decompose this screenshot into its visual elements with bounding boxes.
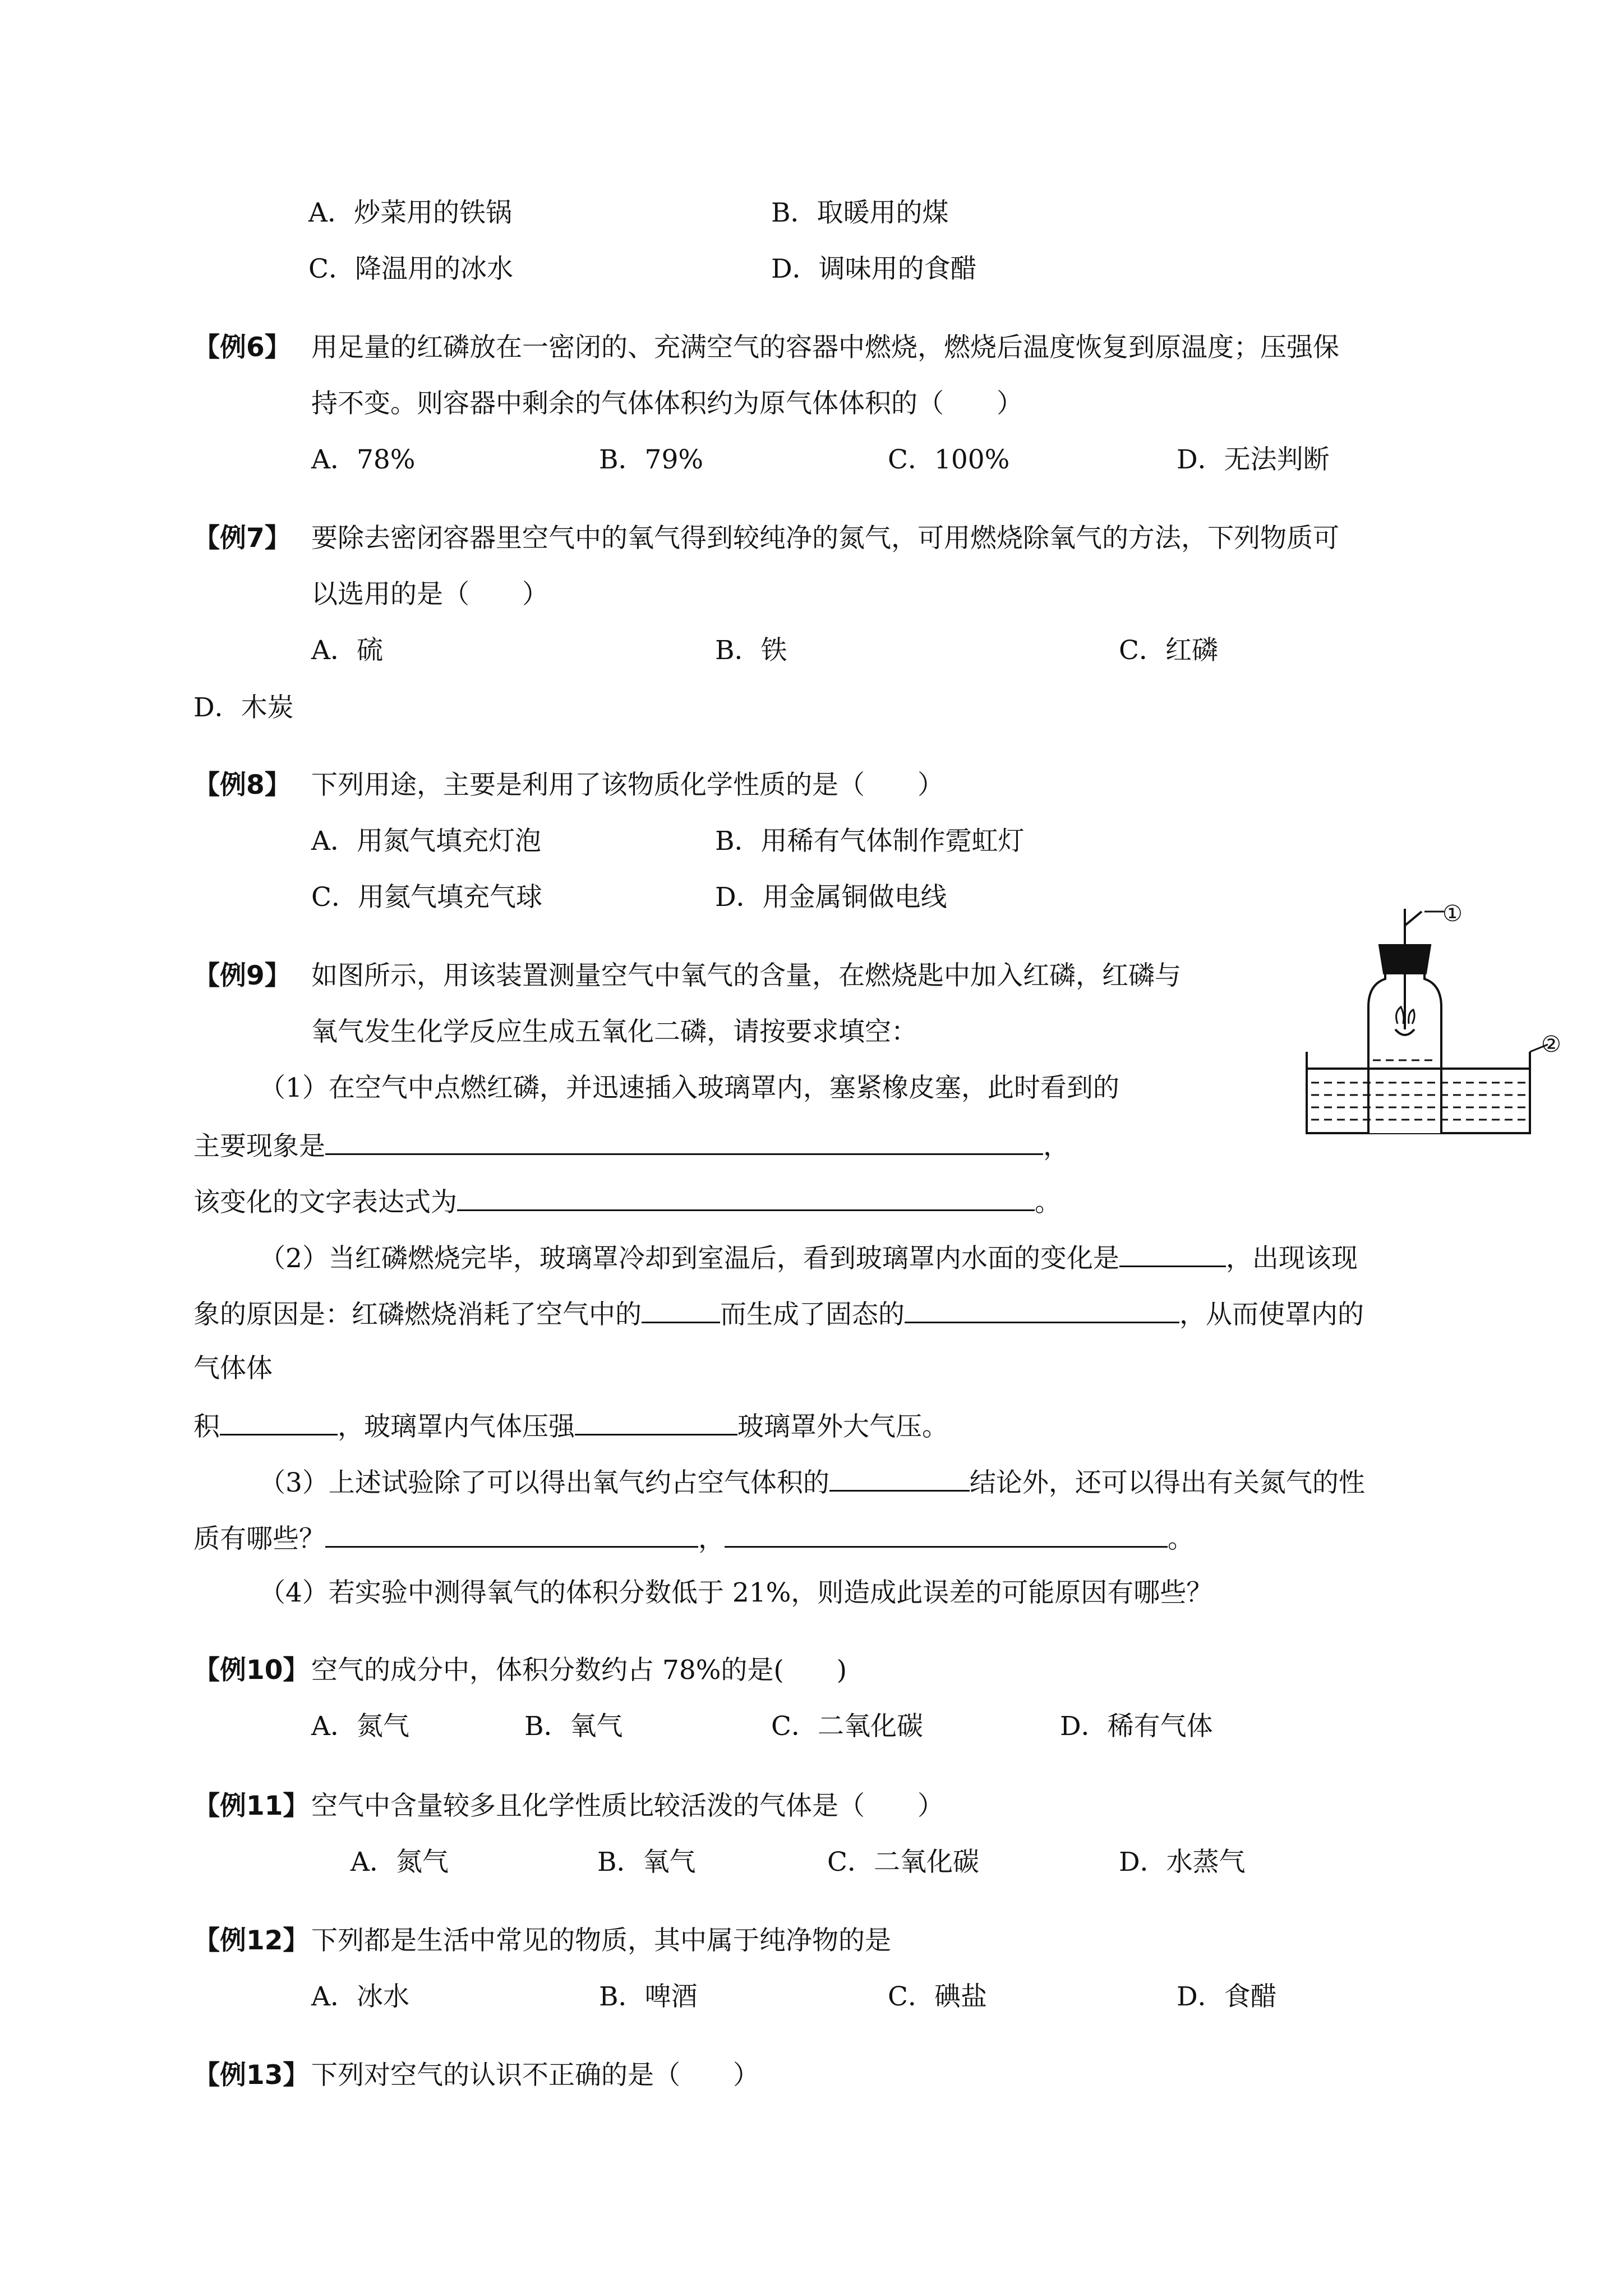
example-8-label: 【例8】 xyxy=(193,770,291,800)
answer-blank-phenomenon[interactable] xyxy=(325,1128,1043,1155)
option-d: D．调味用的食醋 xyxy=(771,254,977,284)
example-7-question-line1: 要除去密闭容器里空气中的氧气得到较纯净的氮气，可用燃烧除氧气的方法，下列物质可 xyxy=(311,523,1339,554)
example-12-option-c: C．碘盐 xyxy=(888,1981,987,2012)
example-7-label: 【例7】 xyxy=(193,523,291,554)
example-9-q2-line2: 象的原因是：红磷燃烧消耗了空气中的 而生成了固态的 ，从而使罩内的 xyxy=(193,1296,1364,1332)
example-9-q1-line2: 主要现象是 ， xyxy=(193,1128,1069,1163)
example-9-question-line1: 如图所示，用该装置测量空气中氧气的含量，在燃烧匙中加入红磷，红磷与 xyxy=(311,960,1181,991)
figure-label-1: ① xyxy=(1442,901,1463,927)
answer-blank-consumed-gas[interactable] xyxy=(642,1296,720,1323)
example-11-option-c: C．二氧化碳 xyxy=(827,1847,979,1878)
example-12-option-d: D．食醋 xyxy=(1177,1981,1277,2012)
example-8-option-b: B．用稀有气体制作霓虹灯 xyxy=(715,826,1025,857)
example-8-option-c: C．用氦气填充气球 xyxy=(311,882,542,913)
example-11-question: 空气中含量较多且化学性质比较活泼的气体是（ ） xyxy=(311,1791,944,1821)
example-8-option-a: A．用氮气填充灯泡 xyxy=(311,826,541,857)
example-9-q2-line1: （2）当红磷燃烧完毕，玻璃罩冷却到室温后，看到玻璃罩内水面的变化是 ，出现该现 xyxy=(259,1240,1358,1276)
example-6-option-d: D．无法判断 xyxy=(1177,444,1330,475)
example-11-option-b: B．氧气 xyxy=(597,1847,696,1878)
example-10-question: 空气的成分中，体积分数约占 78%的是( ) xyxy=(311,1655,847,1686)
example-7-option-a: A．硫 xyxy=(311,635,383,666)
example-9-q1-line1: （1）在空气中点燃红磷，并迅速插入玻璃罩内，塞紧橡皮塞，此时看到的 xyxy=(259,1073,1119,1103)
example-12-option-b: B．啤酒 xyxy=(599,1981,698,2012)
example-12-question: 下列都是生活中常见的物质，其中属于纯净物的是 xyxy=(311,1925,891,1956)
example-6-label: 【例6】 xyxy=(193,332,291,363)
example-10-option-b: B．氧气 xyxy=(524,1711,623,1742)
example-9-q4: （4）若实验中测得氧气的体积分数低于 21%，则造成此误差的可能原因有哪些？ xyxy=(259,1577,1213,1608)
answer-blank-solid-product[interactable] xyxy=(905,1296,1179,1323)
example-10-option-d: D．稀有气体 xyxy=(1060,1711,1213,1742)
example-10-label: 【例10】 xyxy=(193,1655,310,1686)
example-6-question-line2: 持不变。则容器中剩余的气体体积约为原气体体积的（ ） xyxy=(311,388,1023,419)
example-6-question-line1: 用足量的红磷放在一密闭的、充满空气的容器中燃烧，燃烧后温度恢复到原温度；压强保 xyxy=(311,332,1339,363)
example-11-option-a: A．氮气 xyxy=(351,1847,449,1878)
example-7-option-c: C．红磷 xyxy=(1119,635,1218,666)
example-13-question: 下列对空气的认识不正确的是（ ） xyxy=(311,2060,759,2091)
example-9-q2-line3: 气体体 xyxy=(193,1353,273,1384)
option-a: A．炒菜用的铁锅 xyxy=(308,197,512,228)
example-9-q1-line3: 该变化的文字表达式为 。 xyxy=(193,1184,1061,1220)
option-b: B．取暖用的煤 xyxy=(771,197,949,228)
example-7-option-b: B．铁 xyxy=(715,635,787,666)
example-6-option-a: A．78% xyxy=(311,444,416,475)
answer-blank-nitrogen-property-2[interactable] xyxy=(725,1520,1168,1548)
answer-blank-word-equation[interactable] xyxy=(457,1184,1035,1211)
example-9-q2-line4: 积 ，玻璃罩内气体压强 玻璃罩外大气压。 xyxy=(193,1408,948,1444)
example-9-q3-line1: （3）上述试验除了可以得出氧气约占空气体积的 结论外，还可以得出有关氮气的性 xyxy=(259,1464,1365,1500)
example-10-option-c: C．二氧化碳 xyxy=(771,1711,923,1742)
apparatus-figure xyxy=(1301,898,1565,1139)
example-11-label: 【例11】 xyxy=(193,1791,310,1821)
example-9-label: 【例9】 xyxy=(193,960,291,991)
example-8-question: 下列用途，主要是利用了该物质化学性质的是（ ） xyxy=(311,770,944,800)
example-9-question-line2: 氧气发生化学反应生成五氧化二磷，请按要求填空： xyxy=(311,1016,917,1047)
answer-blank-water-change[interactable] xyxy=(1119,1240,1226,1267)
example-6-option-c: C．100% xyxy=(888,444,1010,475)
example-6-option-b: B．79% xyxy=(599,444,704,475)
example-9-q3-line2: 质有哪些？ ， 。 xyxy=(193,1520,1194,1556)
example-8-option-d: D．用金属铜做电线 xyxy=(715,882,947,913)
example-7-question-line2: 以选用的是（ ） xyxy=(311,579,548,610)
answer-blank-fraction[interactable] xyxy=(829,1464,970,1492)
option-c: C．降温用的冰水 xyxy=(308,254,513,284)
example-10-option-a: A．氮气 xyxy=(311,1711,409,1742)
answer-blank-nitrogen-property-1[interactable] xyxy=(325,1520,698,1548)
example-11-option-d: D．水蒸气 xyxy=(1119,1847,1246,1878)
example-13-label: 【例13】 xyxy=(193,2060,310,2091)
figure-label-2: ② xyxy=(1541,1032,1561,1057)
example-12-label: 【例12】 xyxy=(193,1925,310,1956)
example-12-option-a: A．冰水 xyxy=(311,1981,409,2012)
answer-blank-pressure[interactable] xyxy=(575,1408,737,1435)
answer-blank-volume[interactable] xyxy=(220,1408,338,1435)
example-7-option-d: D．木炭 xyxy=(193,692,294,723)
